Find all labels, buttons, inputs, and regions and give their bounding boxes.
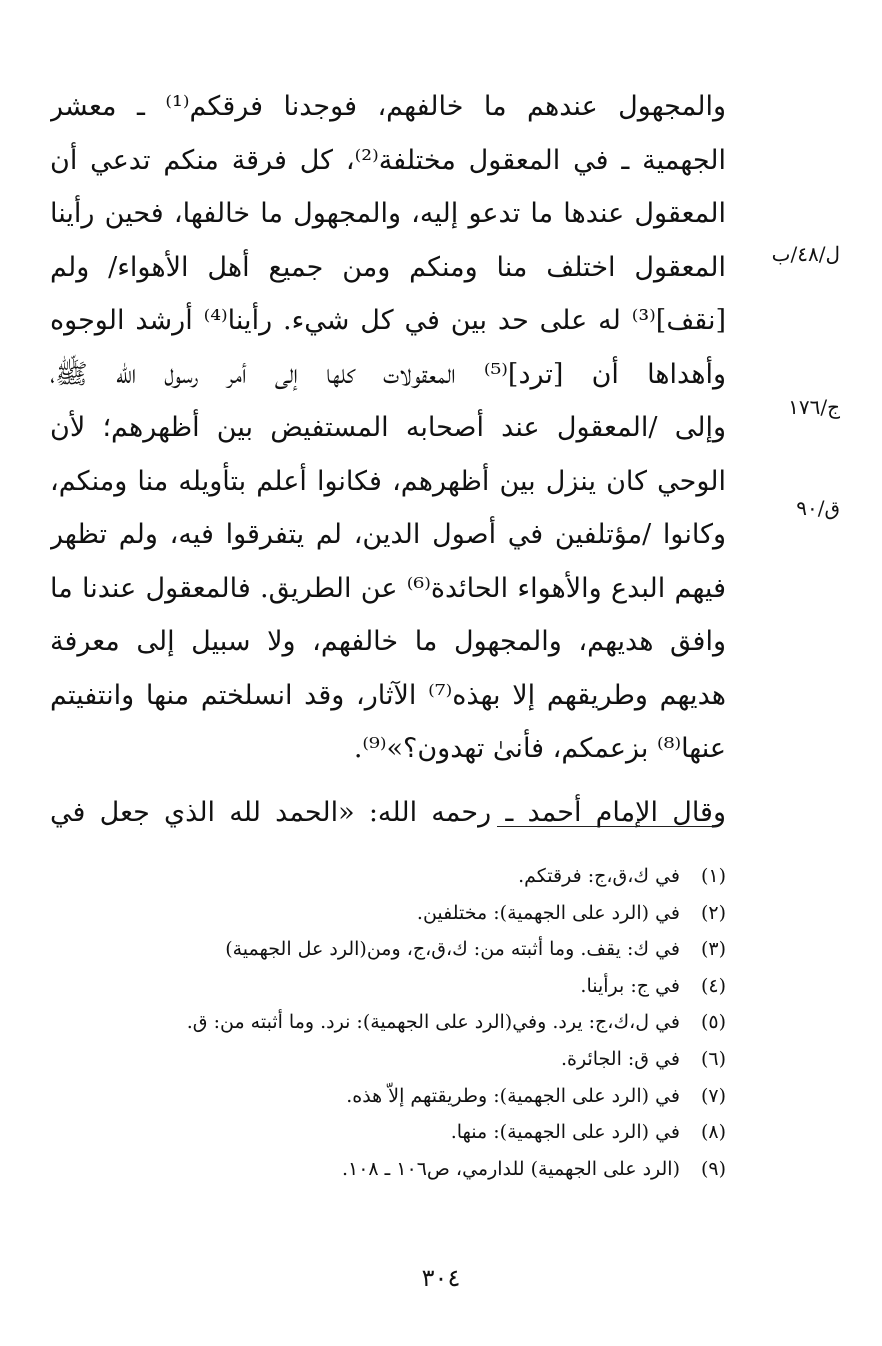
paragraph-start: وقال الإمام أحمد ـ رحمه الله: «الحمد لله الذي جعل في [50, 796, 726, 828]
footnote-number: (٧) [700, 1084, 726, 1107]
text-line: وافق هديهم، والمجهول ما خالفهم، ولا سبيل إلى معرفة [50, 626, 726, 657]
footnote-text: في (الرد على الجهمية): مختلفين. [416, 901, 680, 924]
footnote-text: في ك،ق،ج: فرقتكم. [518, 865, 680, 887]
text-line: عنها⁽⁸⁾ بزعمكم، فأنىٰ تهدون؟»⁽⁹⁾. [353, 733, 726, 764]
text-line: الوحي كان ينزل بين أظهرهم، فكانوا أعلم بتأويله منا ومنكم، [50, 465, 726, 497]
footnote-text: في ج: برأينا. [580, 974, 680, 997]
footnote [86, 968, 726, 1005]
text-line: هديهم وطريقهم إلا بهذه⁽⁷⁾ الآثار، وقد انسلختم منها وانتفيتم [50, 679, 726, 711]
footnote-number: (٥) [700, 1011, 726, 1034]
text-line: المعقول عندها ما تدعو إليه، والمجهول ما خالفها، فحين رأينا [50, 198, 726, 229]
manuscript-ref-note: ج/١٧٦ [788, 395, 840, 419]
manuscript-ref-note: ق/٩٠ [796, 496, 840, 520]
footnote-number: (٢) [700, 901, 726, 924]
text-line: الجهمية ـ في المعقول مختلفة⁽²⁾، كل فرقة منكم تدعي أن [50, 144, 726, 176]
footnote-number: (٣) [700, 938, 726, 961]
footnote-text: في (الرد على الجهمية): منها. [450, 1121, 680, 1144]
main-text [50, 80, 726, 839]
footnote [86, 895, 726, 932]
footnotes [86, 858, 726, 1187]
footnote [86, 858, 726, 895]
footnote [86, 1004, 726, 1041]
text-line: وإلى /المعقول عند أصحابه المستفيض بين أظهرهم؛ لأن [50, 412, 726, 443]
footnote-text: (الرد على الجهمية) للدارمي، ص١٠٦ ـ ١٠٨. [341, 1157, 680, 1180]
footnote-separator [497, 826, 717, 827]
footnote-number: (١) [700, 865, 726, 887]
footnote [86, 1078, 726, 1115]
page-number: ٣٠٤ [421, 1264, 461, 1292]
footnote-number: (٦) [700, 1047, 726, 1070]
footnote [86, 1151, 726, 1188]
footnote-text: في ل،ك،ج: يرد. وفي(الرد على الجهمية): نرد. وما أثبته من: ق. [186, 1011, 680, 1034]
text-line: وأهداها أن [ترد]⁽⁵⁾ المعقولات كلها إلى أمر رسول الله ﷺ، [50, 358, 726, 390]
footnote-text: في (الرد على الجهمية): وطريقتهم إلاّ هذه. [346, 1084, 680, 1107]
footnote-text: في ك: يقف. وما أثبته من: ك،ق،ج، ومن(الرد عل الجهمية) [225, 938, 680, 961]
footnote [86, 1114, 726, 1151]
footnote-number: (٩) [700, 1157, 726, 1180]
text-line: وكانوا /مؤتلفين في أصول الدين، لم يتفرقوا فيه، ولم تظهر [50, 519, 726, 550]
footnote [86, 1041, 726, 1078]
text-line: المعقول اختلف منا ومنكم ومن جميع أهل الأهواء/ ولم [50, 251, 726, 283]
footnote [86, 931, 726, 968]
footnote-number: (٨) [700, 1121, 726, 1144]
footnote-text: في ق: الجائرة. [560, 1047, 680, 1070]
text-line: فيهم البدع والأهواء الحائدة⁽⁶⁾ عن الطريق. فالمعقول عندنا ما [50, 572, 726, 604]
text-line: والمجهول عندهم ما خالفهم، فوجدنا فرقكم⁽¹⁾ ـ معشر [50, 91, 726, 122]
manuscript-ref-note: ل/٤٨/ب [771, 242, 840, 266]
footnote-number: (٤) [700, 974, 726, 997]
text-line: [نقف]⁽³⁾ له على حد بين في كل شيء. رأينا⁽⁴⁾ أرشد الوجوه [50, 305, 726, 336]
